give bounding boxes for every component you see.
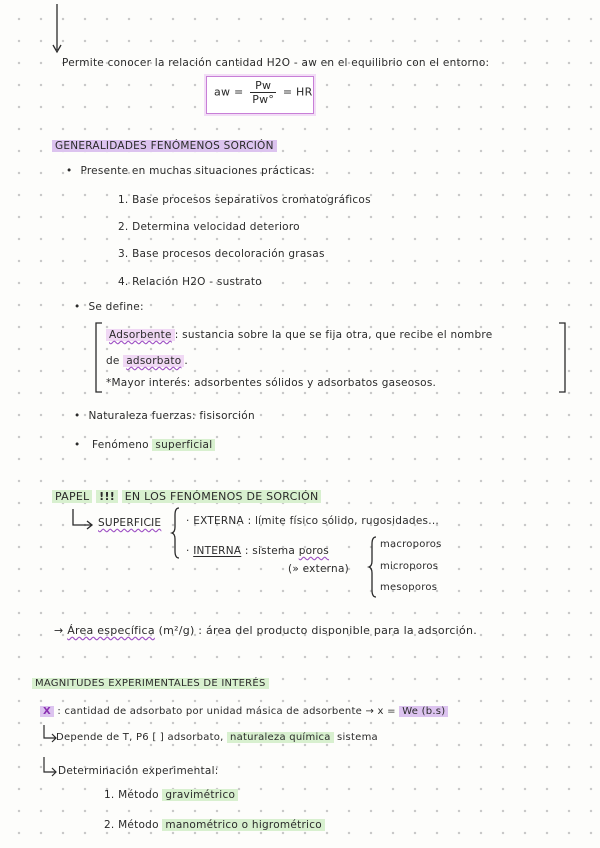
- method-1: [104, 789, 238, 801]
- sec1-bullet-define: [74, 301, 144, 313]
- sec1-item-3: 3. Base procesos decoloración grasas: [118, 248, 325, 260]
- def-term-adsorbato: adsorbato: [123, 355, 184, 367]
- sec1-bullet-present-text: Presente en muchas situaciones prácticas:: [80, 165, 315, 177]
- sec1-item-2: 2. Determina velocidad deterioro: [118, 221, 300, 233]
- hook-arrow-icon: [70, 507, 96, 531]
- method-2-name: manométrico o higrométrico: [162, 819, 325, 831]
- x-we: We (b.s): [399, 706, 448, 717]
- sec2-title-rest: EN LOS FENÓMENOS DE SORCIÓN: [122, 490, 322, 503]
- det-line: Determinación experimental:: [58, 765, 219, 777]
- interna-line: [186, 545, 329, 557]
- area-desc: : área del producto disponible para la adsorción.: [198, 624, 477, 637]
- formula-fraction: [250, 79, 276, 106]
- sec1-bullet-define-text: Se define:: [88, 301, 144, 313]
- formula-den: Pw°: [252, 93, 275, 106]
- intro-line: Permite conocer la relación cantidad H2O - aw en el equilibrio con el entorno:: [62, 57, 490, 69]
- dep-a: Depende de T, P6 [ ] adsorbato,: [56, 732, 224, 743]
- formula-rhs: = HR: [282, 85, 313, 99]
- right-bracket: [558, 322, 568, 394]
- sec1-bullet-fuerzas: [74, 410, 255, 422]
- x-desc: : cantidad de adsorbato por unidad másica de adsorbente → x =: [57, 706, 396, 717]
- area-term: Área específica: [67, 624, 155, 637]
- externa-line: [186, 515, 439, 527]
- formula-lhs: aw =: [214, 85, 244, 99]
- method-2-label: 2. Método: [104, 819, 159, 831]
- pores-brace: [369, 536, 379, 598]
- interna-sub: (» externa): [288, 563, 349, 575]
- area-arrow-icon: →: [54, 624, 64, 637]
- sec3-title: MAGNITUDES EXPERIMENTALES DE INTERÉS: [32, 678, 269, 689]
- def-term-adsorbente: Adsorbente: [106, 329, 175, 341]
- area-unit: (m²/g): [158, 624, 195, 637]
- interna-bullet: ·: [186, 545, 190, 557]
- sec1-fenomeno-label: Fenómeno: [92, 439, 149, 451]
- sec2-title-papel: PAPEL: [52, 490, 92, 503]
- interna-desc-a: : sistema: [244, 545, 296, 557]
- method-1-label: 1. Método: [104, 789, 159, 801]
- left-bracket: [94, 322, 104, 394]
- sec2-title: [52, 490, 321, 503]
- def-text-1: : sustancia sobre la que se fija otra, que recibe el nombre: [174, 329, 493, 341]
- superficie-label: SUPERFICIE: [98, 517, 162, 529]
- def-line-1: [106, 329, 492, 341]
- sec1-bullet-fenomeno: [74, 439, 215, 451]
- hook-arrow-small-icon-2: [42, 756, 58, 778]
- superficie-brace: [172, 507, 182, 559]
- sec1-item-4: 4. Relación H2O - sustrato: [118, 276, 262, 288]
- pore-meso: mesoporos: [380, 582, 438, 593]
- pore-macro: macroporos: [380, 539, 442, 550]
- down-arrow-icon: [50, 0, 70, 60]
- formula: [214, 79, 312, 106]
- x-line: [40, 706, 448, 717]
- dep-b: naturaleza química: [227, 732, 334, 743]
- externa-desc: : límite físico sólido, rugosidades...: [247, 515, 440, 527]
- interna-poros: poros: [298, 545, 330, 557]
- sec1-item-1: 1. Base procesos separativos cromatográficos: [118, 194, 371, 206]
- sec1-title: GENERALIDADES FENÓMENOS SORCIÓN: [52, 140, 277, 152]
- externa-label: EXTERNA: [193, 515, 244, 527]
- method-2: [104, 819, 325, 831]
- x-label: X: [40, 706, 54, 717]
- dep-line: [56, 732, 378, 743]
- def-note: *Mayor interés: adsorbentes sólidos y adsorbatos gaseosos.: [106, 377, 437, 389]
- externa-bullet: ·: [186, 515, 190, 527]
- def-text-2a: de: [106, 355, 120, 367]
- sec2-title-exclaim: !!!: [96, 490, 118, 503]
- dep-c: sistema: [337, 732, 378, 743]
- method-1-name: gravimétrico: [162, 789, 238, 801]
- sec1-bullet-present: [66, 165, 315, 177]
- interna-label: INTERNA: [193, 545, 242, 557]
- area-line: [54, 624, 477, 637]
- def-text-2b: .: [184, 355, 189, 367]
- pore-micro: microporos: [380, 561, 439, 572]
- def-line-2: [106, 355, 188, 367]
- sec1-superficial: superficial: [152, 439, 215, 451]
- formula-num: Pw: [250, 79, 276, 93]
- sec1-bullet-fuerzas-text: Naturaleza fuerzas: fisisorción: [88, 410, 255, 422]
